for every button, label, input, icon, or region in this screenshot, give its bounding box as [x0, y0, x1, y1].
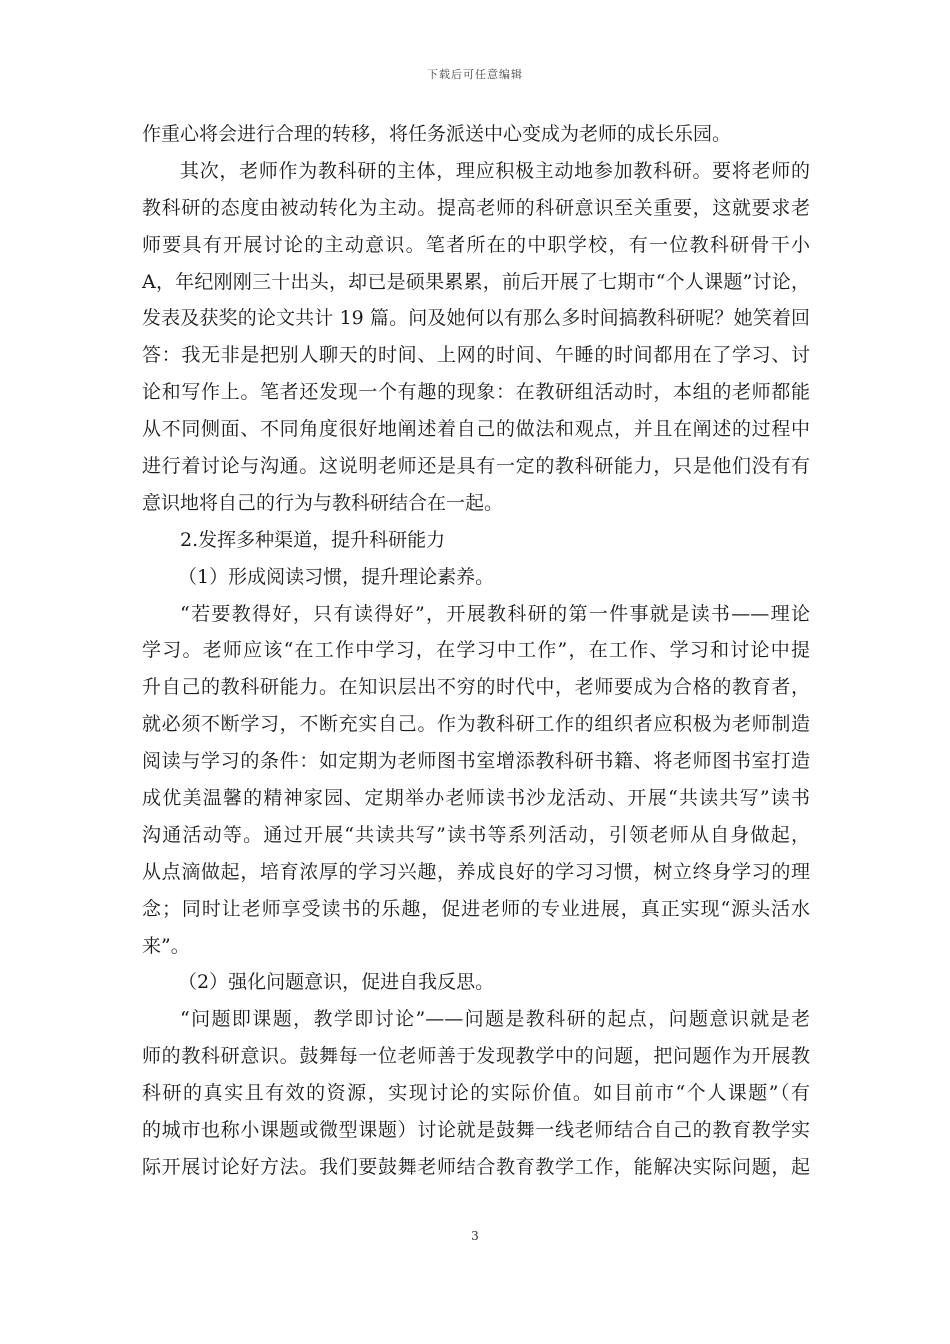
page-number: 3 [471, 1229, 479, 1243]
text-line: 从不同侧面、不同角度很好地阐述着自己的做法和观点，并且在阐述的过程中 [142, 418, 810, 441]
text-line: 答：我无非是把别人聊天的时间、上网的时间、午睡的时间都用在了学习、讨 [142, 344, 810, 367]
text-line: 2.发挥多种渠道，提升科研能力 [180, 528, 446, 551]
text-line: 成优美温馨的精神家园、定期举办老师读书沙龙活动、开展“共读共写”读书 [142, 787, 810, 810]
text-line: 来”。 [142, 934, 190, 957]
text-line: 念；同时让老师享受读书的乐趣，促进老师的专业进展，真正实现“源头活水 [142, 897, 810, 920]
text-line: 师要具有开展讨论的主动意识。笔者所在的中职学校，有一位教科研骨干小 [142, 233, 810, 256]
text-line: 科研的真实且有效的资源，实现讨论的实际价值。如目前市“个人课题”（有 [142, 1082, 810, 1105]
page-header: 下载后可任意编辑 [427, 68, 523, 81]
text-line: “问题即课题，教学即讨论”——问题是教科研的起点，问题意识就是老 [180, 1008, 810, 1031]
text-line: 从点滴做起，培育浓厚的学习兴趣，养成良好的学习习惯，树立终身学习的理 [142, 860, 810, 883]
text-line: 际开展讨论好方法。我们要鼓舞老师结合教育教学工作，能解决实际问题，起 [142, 1155, 810, 1178]
text-line: 作重心将会进行合理的转移，将任务派送中心变成为老师的成长乐园。 [142, 123, 732, 145]
text-line: 进行着讨论与沟通。这说明老师还是具有一定的教科研能力，只是他们没有有 [142, 455, 810, 478]
text-line: A，年纪刚刚三十出头，却已是硕果累累，前后开展了七期市“个人课题”讨论， [142, 270, 810, 293]
text-line: 学习。老师应该“在工作中学习，在学习中工作”，在工作、学习和讨论中提 [142, 639, 810, 662]
text-line: 师的教科研意识。鼓舞每一位老师善于发现教学中的问题，把问题作为开展教 [142, 1045, 810, 1068]
text-line: 意识地将自己的行为与教科研结合在一起。 [142, 491, 504, 514]
text-line: 阅读与学习的条件：如定期为老师图书室增添教科研书籍、将老师图书室打造 [142, 750, 810, 773]
text-line: 沟通活动等。通过开展“共读共写”读书等系列活动，引领老师从自身做起， [142, 823, 810, 846]
text-line: 的城市也称小课题或微型课题）讨论就是鼓舞一线老师结合自己的教育教学实 [142, 1119, 810, 1142]
text-line: 论和写作上。笔者还发现一个有趣的现象：在教研组活动时，本组的老师都能 [142, 381, 810, 404]
text-line: （1）形成阅读习惯，提升理论素养。 [178, 565, 495, 588]
text-line: 发表及获奖的论文共计 19 篇。问及她何以有那么多时间搞教科研呢？她笑着回 [142, 307, 810, 330]
text-line: （2）强化问题意识，促进自我反思。 [178, 971, 495, 994]
text-line: 升自己的教科研能力。在知识层出不穷的时代中，老师要成为合格的教育者， [142, 676, 810, 699]
document-body [142, 116, 810, 1186]
text-line: “若要教得好，只有读得好”，开展教科研的第一件事就是读书——理论 [180, 602, 810, 625]
text-line: 其次，老师作为教科研的主体，理应积极主动地参加教科研。要将老师的 [180, 159, 810, 182]
text-line: 教科研的态度由被动转化为主动。提高老师的科研意识至关重要，这就要求老 [142, 196, 810, 219]
text-line: 就必须不断学习，不断充实自己。作为教科研工作的组织者应积极为老师制造 [142, 713, 810, 736]
